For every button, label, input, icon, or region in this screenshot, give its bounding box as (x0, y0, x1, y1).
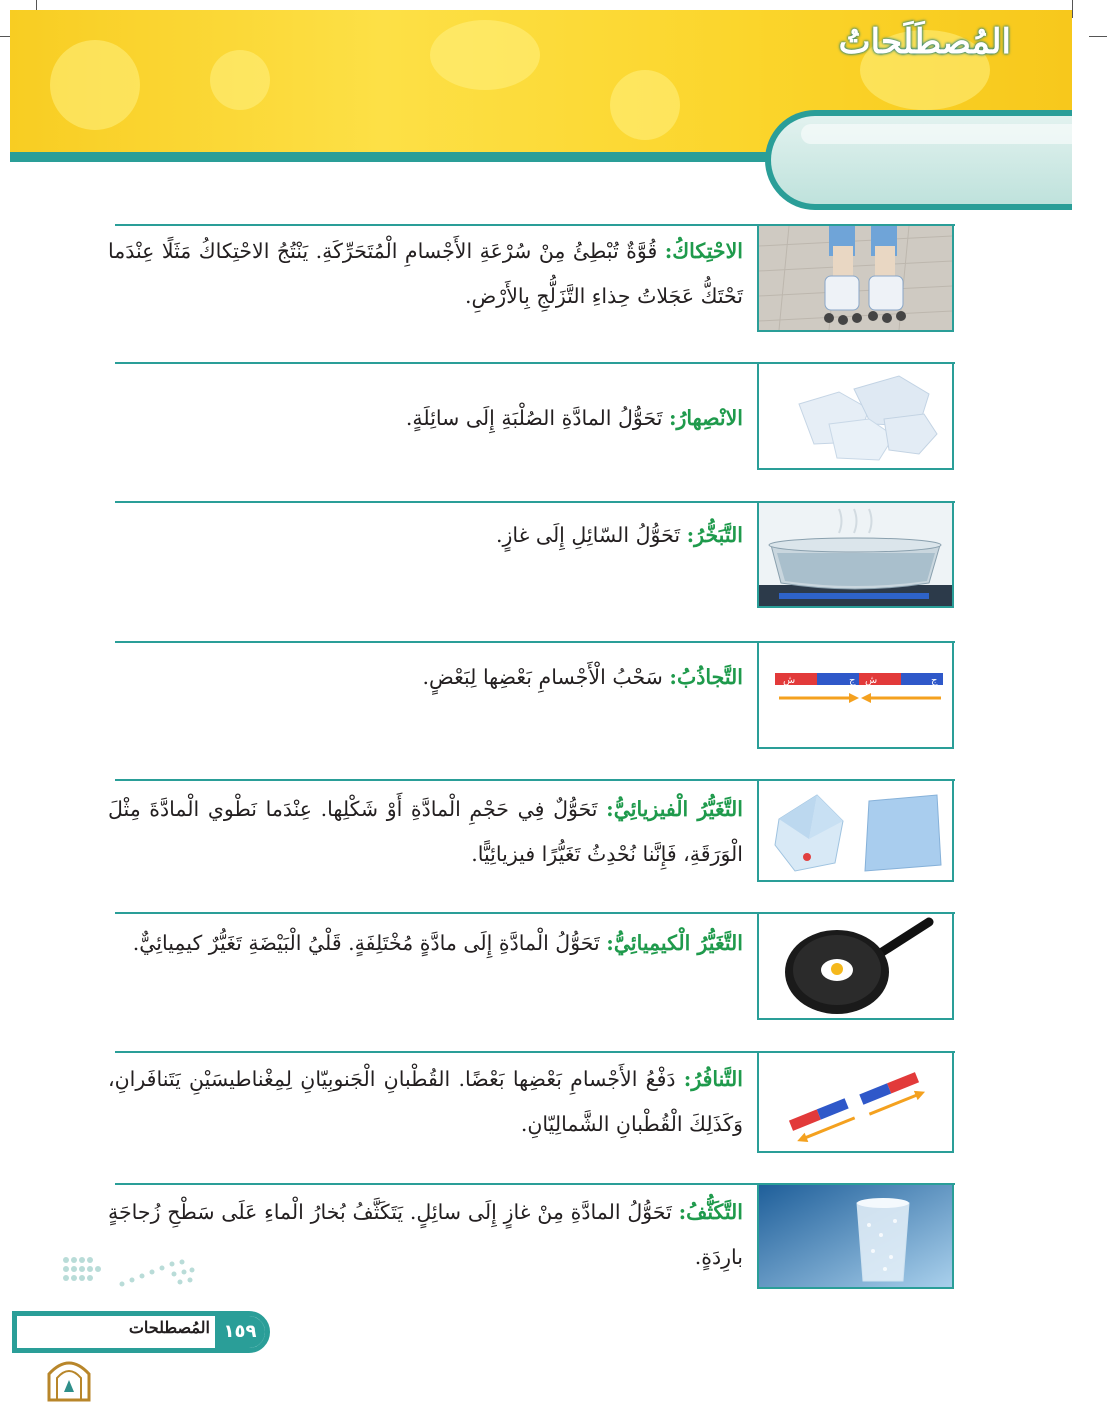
magnet-pole-label: ج (849, 675, 856, 686)
title-tab (765, 110, 1072, 210)
footer-section-label: المُصطلحات (128, 1318, 210, 1337)
repelling-magnets-image (757, 1051, 954, 1153)
term-chemical-change: التَّغَيُّرُ الْكيمِيائِيُّ: (606, 931, 743, 955)
magnet-pole-label: ش (783, 675, 796, 686)
definition-chemical-change: تَحَوُّلُ الْمادَّةِ إِلَى مادَّةٍ مُخْتَلِفَةٍ. قَلْيُ الْبَيْضَةِ تَغَيُّرٌ كيمِيائِيٌّ. (132, 931, 607, 955)
entry-chemical-change (108, 921, 743, 966)
entry-evaporation (108, 513, 743, 558)
attracting-magnets-image (757, 641, 954, 749)
cold-glass-image (757, 1183, 954, 1289)
definition-condensation: تَحَوُّلُ المادَّةِ مِنْ غازٍ إِلَى سائِلٍ. يَتَكَثَّفُ بُخارُ الْماءِ عَلَى سَطْحِ زُجاجَةٍ بارِدَةٍ. (108, 1200, 743, 1269)
crop-mark (1089, 36, 1107, 37)
entry-attraction (108, 655, 743, 700)
entry-friction (108, 229, 743, 319)
term-physical-change: التَّغَيُّرُ الْفيزيائِيُّ: (606, 797, 743, 821)
page-number: ١٥٩ (215, 1316, 265, 1348)
frying-pan-image (757, 912, 954, 1020)
mosque-logo (44, 1352, 94, 1402)
folded-paper-image (757, 779, 954, 882)
ice-cubes-image (757, 362, 954, 470)
magnet-pole-label: ش (865, 675, 878, 686)
definition-physical-change: تَحَوُّلٌ فِي حَجْمِ الْمادَّةِ أَوْ شَكْلِها. عِنْدَما نَطْوي الْمادَّةَ مِثْلَ الْوَرَقَةِ، فَإِنَّنا نُحْدِثُ تَغَيُّرًا فيزيائِيًّا. (108, 797, 743, 866)
magnet-pole-label: ج (931, 675, 938, 686)
entry-condensation (108, 1190, 743, 1280)
term-melting: الانْصِهارُ: (668, 406, 743, 430)
entry-melting (108, 396, 743, 441)
ministry-dots-logo (62, 1254, 197, 1294)
term-condensation: التَّكَثُّفُ: (678, 1200, 743, 1224)
crop-mark (1072, 0, 1073, 18)
entry-repulsion (108, 1057, 743, 1147)
roller-skates-image (757, 224, 954, 332)
term-evaporation: التَّبَخُّرُ: (686, 523, 743, 547)
definition-repulsion: دَفْعُ الأَجْسامِ بَعْضِها بَعْضًا. القُطْبانِ الْجَنوبِيّانِ لِمِغْناطيسَيْنِ يَتَنافَرانِ، وَكَذَلِكَ الْقُطْبانِ الشَّمالِيّانِ. (108, 1067, 743, 1136)
boiling-pot-image (757, 501, 954, 608)
term-attraction: التَّجاذُبُ: (669, 665, 743, 689)
definition-evaporation: تَحَوُّلُ السّائِلِ إِلَى غازٍ. (495, 523, 687, 547)
definition-melting: تَحَوُّلُ المادَّةِ الصُلْبَةِ إِلَى سائِلَةٍ. (405, 406, 669, 430)
page-title: المُصطَلَحاتُ (838, 22, 1011, 62)
definition-attraction: سَحْبُ الْأَجْسامِ بَعْضِها لِبَعْضٍ. (422, 665, 670, 689)
definition-friction: قُوَّةٌ تُبْطِئُ مِنْ سُرْعَةِ الأَجْسامِ الْمُتَحَرِّكَةِ. يَنْتُجُ الاحْتِكاكُ مَثَلًا عِنْدَما تَحْتَكُّ عَجَلاتُ حِذاءِ التَّزَلُّجِ بِالأَرْضِ. (108, 239, 743, 308)
term-repulsion: التَّنافُرُ: (683, 1067, 743, 1091)
term-friction: الاحْتِكاكُ: (664, 239, 743, 263)
entry-physical-change (108, 787, 743, 877)
